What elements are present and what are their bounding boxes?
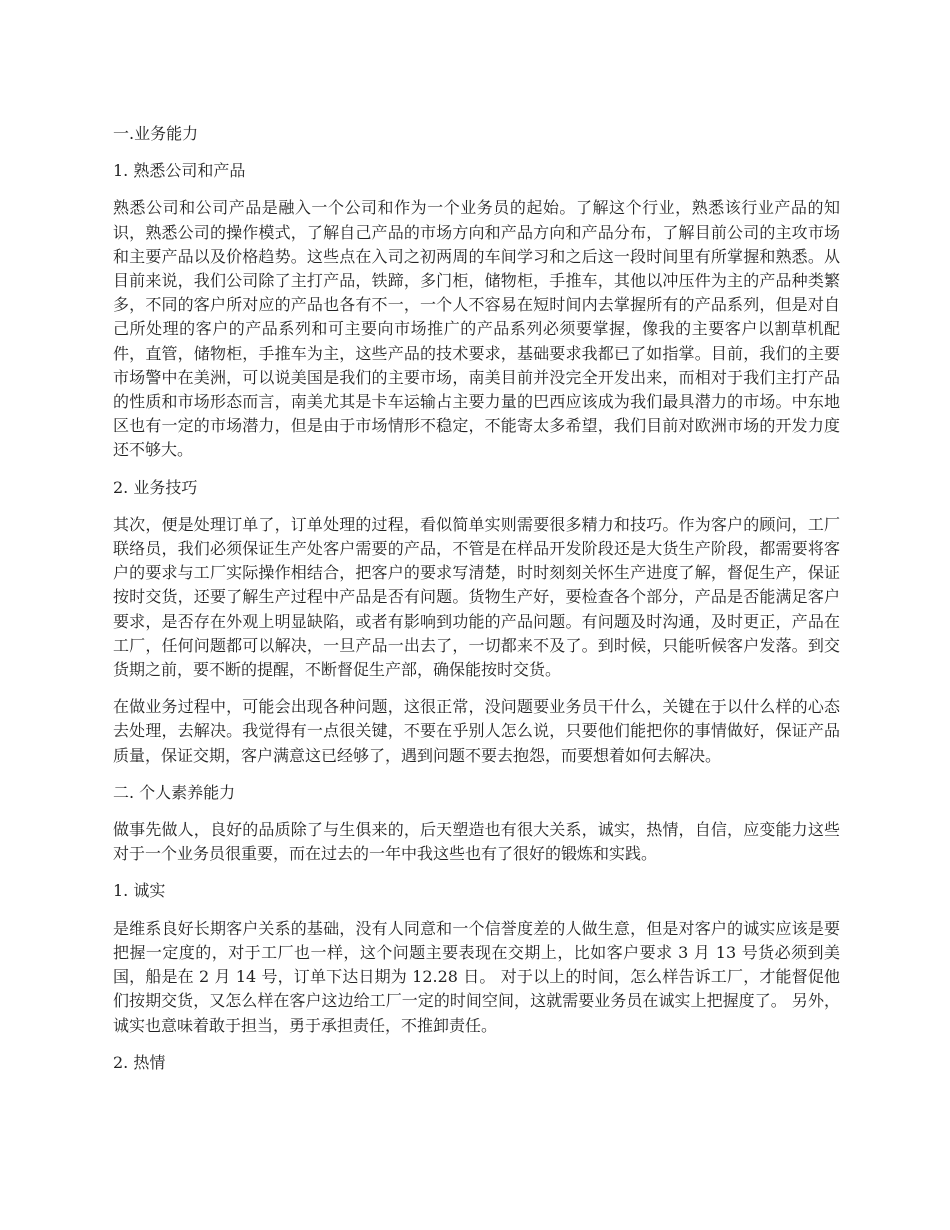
paragraph-problem-attitude: 在做业务过程中，可能会出现各种问题，这很正常，没问题要业务员干什么，关键在于以什么样的心态去处理，去解决。我觉得有一点很关键，不要在乎别人怎么说，只要他们能把你的事情做好，保证产品质量，保证交期，客户满意这已经够了，遇到问题不要去抱怨，而要想着如何去解决。 bbox=[113, 697, 840, 765]
paragraph-order-handling: 其次，便是处理订单了，订单处理的过程，看似简单实则需要很多精力和技巧。作为客户的顾问，工厂联络员，我们必须保证生产处客户需要的产品，不管是在样品开发阶段还是大货生产阶段，都需要将客户的要求与工厂实际操作相结合，把客户的要求写清楚，时时刻刻关怀生产进度了解，督促生产，保证按时交货，还要了解生产过程中产品是否有问题。货物生产好，要检查各个部分，产品是否能满足客户要求，是否存在外观上明显缺陷，或者有影响到功能的产品问题。有问题及时沟通，及时更正，产品在工厂，任何问题都可以解决，一旦产品一出去了，一切都来不及了。到时候，只能听候客户发落。到交货期之前，要不断的提醒，不断督促生产部，确保能按时交货。 bbox=[113, 514, 840, 680]
subheading-honesty: 1. 诚实 bbox=[113, 881, 166, 901]
subheading-business-skills: 2. 业务技巧 bbox=[113, 477, 198, 497]
document-body bbox=[113, 122, 840, 1088]
paragraph-honesty: 是维系良好长期客户关系的基础，没有人同意和一个信誉度差的人做生意，但是对客户的诚实应该是要把握一定度的，对于工厂也一样，这个问题主要表现在交期上，比如客户要求 3 月 13 号货必须到美国，船是在 2 月 14 号，订单下达日期为 12.28 日。 对于以上的时间，怎么样告诉工厂，才能督促他们按期交货，又怎么样在客户这边给工厂一定的时间空间，这就需要业务员在诚实上把握度了。 另外，诚实也意味着敢于担当，勇于承担责任，不推卸责任。 bbox=[113, 918, 840, 1035]
paragraph-personal-qualities: 做事先做人，良好的品质除了与生俱来的，后天塑造也有很大关系，诚实，热情，自信，应变能力这些对于一个业务员很重要，而在过去的一年中我这些也有了很好的锻炼和实践。 bbox=[113, 820, 840, 864]
section-heading-business-ability: 一.业务能力 bbox=[113, 124, 199, 143]
section-heading-personal-qualities: 二. 个人素养能力 bbox=[113, 782, 236, 802]
subheading-enthusiasm: 2. 热情 bbox=[113, 1052, 166, 1072]
subheading-know-company-products: 1. 熟悉公司和产品 bbox=[113, 161, 246, 181]
paragraph-know-company-products: 熟悉公司和公司产品是融入一个公司和作为一个业务员的起始。了解这个行业，熟悉该行业产品的知识，熟悉公司的操作模式，了解自己产品的市场方向和产品方向和产品分布，了解目前公司的主攻市场和主要产品以及价格趋势。这些点在入司之初两周的车间学习和之后这一段时间里有所掌握和熟悉。从目前来说，我们公司除了主打产品，铁蹄，多门柜，储物柜，手推车，其他以冲压件为主的产品种类繁多，不同的客户所对应的产品也各有不一，一个人不容易在短时间内去掌握所有的产品系列，但是对自己所处理的客户的产品系列和可主要向市场推广的产品系列必须要掌握，像我的主要客户以割草机配件，直管，储物柜，手推车为主，这些产品的技术要求，基础要求我都已了如指掌。目前，我们的主要市场警中在美洲，可以说美国是我们的主要市场，南美目前并没完全开发出来，而相对于我们主打产品的性质和市场形态而言，南美尤其是卡车运输占主要力量的巴西应该成为我们最具潜力的市场。中东地区也有一定的市场潜力，但是由于市场情形不稳定，不能寄太多希望，我们目前对欧洲市场的开发力度还不够大。 bbox=[113, 198, 840, 460]
